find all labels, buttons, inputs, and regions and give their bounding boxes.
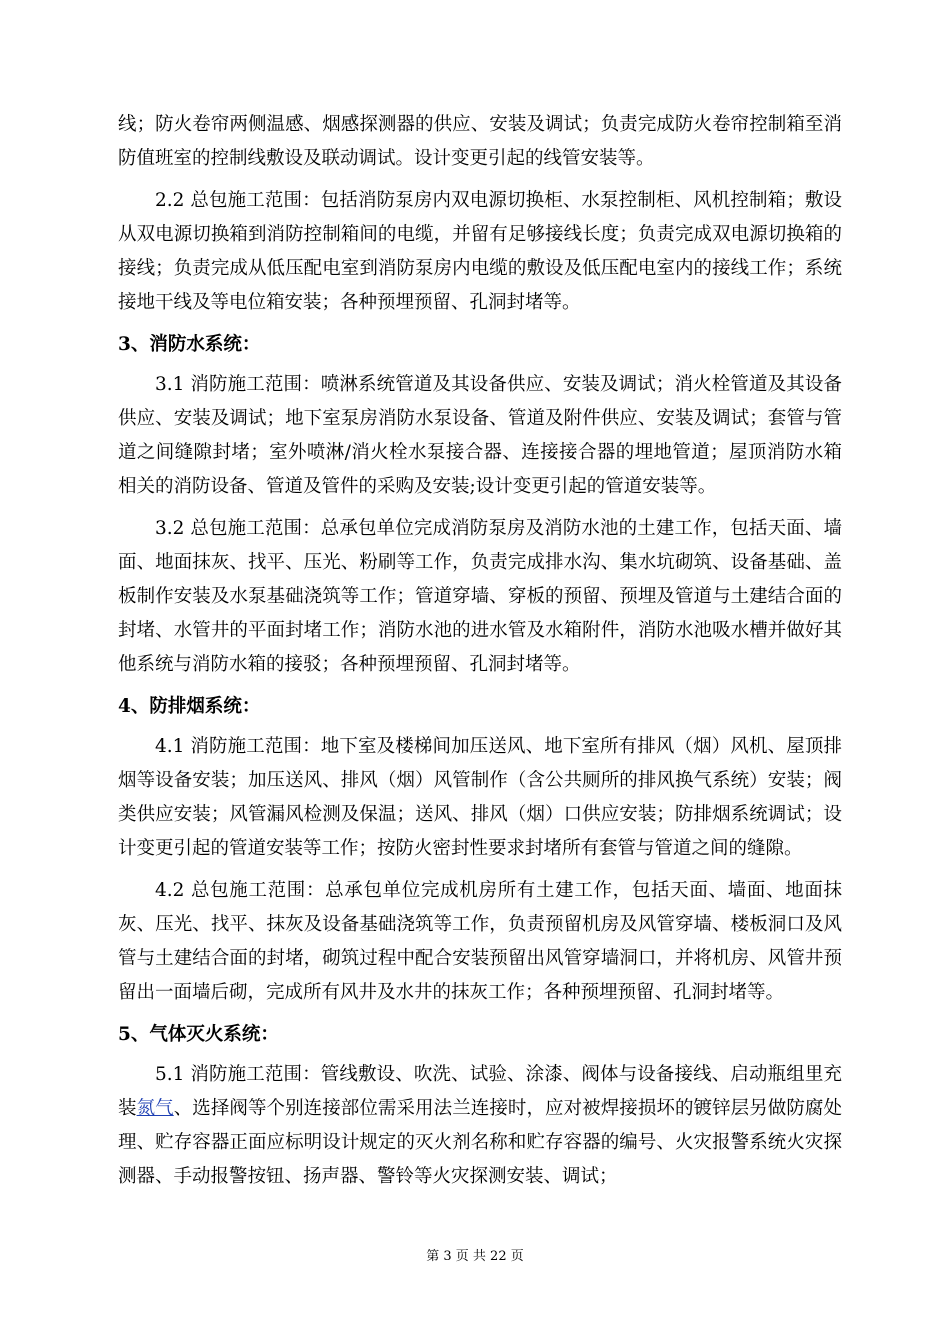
- heading-gas-extinguishing-system: 5、气体灭火系统：: [118, 1024, 279, 1045]
- paragraph-2-2: 2.2 总包施工范围：包括消防泵房内双电源切换柜、水泵控制柜、风机控制箱；敷设从双电源切换箱到消防控制箱间的电缆，并留有足够接线长度；负责完成双电源切换箱的接线；负责完成从低压配电室到消防泵房内电缆的敷设及低压配电室内的接线工作；系统接地干线及等电位箱安装；各种预埋预留、孔洞封堵等。: [118, 190, 842, 313]
- heading-smoke-control-system: 4、防排烟系统：: [118, 696, 261, 717]
- paragraph-5-1: [118, 1058, 842, 1194]
- paragraph-4-2: 4.2 总包施工范围：总承包单位完成机房所有土建工作，包括天面、墙面、地面抹灰、压光、找平、抹灰及设备基础浇筑等工作，负责预留机房及风管穿墙、楼板洞口及风管与土建结合面的封堵，砌筑过程中配合安装预留出风管穿墙洞口，并将机房、风管井预留出一面墙后砌，完成所有风井及水井的抹灰工作；各种预埋预留、孔洞封堵等。: [118, 880, 842, 1003]
- paragraph-4-1: 4.1 消防施工范围：地下室及楼梯间加压送风、地下室所有排风（烟）风机、屋顶排烟等设备安装；加压送风、排风（烟）风管制作（含公共厕所的排风换气系统）安装；阀类供应安装；风管漏风检测及保温；送风、排风（烟）口供应安装；防排烟系统调试；设计变更引起的管道安装等工作；按防火密封性要求封堵所有套管与管道之间的缝隙。: [118, 736, 842, 859]
- paragraph-3-1: 3.1 消防施工范围：喷淋系统管道及其设备供应、安装及调试；消火栓管道及其设备供应、安装及调试；地下室泵房消防水泵设备、管道及附件供应、安装及调试；套管与管道之间缝隙封堵；室外喷淋/消火栓水泵接合器、连接接合器的埋地管道；屋顶消防水箱相关的消防设备、管道及管件的采购及安装;设计变更引起的管道安装等。: [118, 374, 842, 497]
- nitrogen-link[interactable]: 氮气: [136, 1098, 174, 1119]
- paragraph-5-1-end: 、选择阀等个别连接部位需采用法兰连接时，应对被焊接损坏的镀锌层另做防腐处理、贮存容器正面应标明设计规定的灭火剂名称和贮存容器的编号、火灾报警系统火灾探测器、手动报警按钮、扬声器、警铃等火灾探测安装、调试；: [118, 1098, 842, 1187]
- heading-fire-water-system: 3、消防水系统：: [118, 334, 261, 355]
- paragraph-continued: 线；防火卷帘两侧温感、烟感探测器的供应、安装及调试；负责完成防火卷帘控制箱至消防值班室的控制线敷设及联动调试。设计变更引起的线管安装等。: [118, 114, 842, 169]
- document-body: [118, 108, 842, 1202]
- paragraph-5-1-start: 5.1 消防施工范围：管线敷设、吹洗、试验、涂漆、阀体与设备接线、启动瓶组里充装: [118, 1064, 842, 1119]
- page-number-footer: 第 3 页 共 22 页: [426, 1249, 524, 1264]
- paragraph-3-2: 3.2 总包施工范围：总承包单位完成消防泵房及消防水池的土建工作，包括天面、墙面、地面抹灰、找平、压光、粉刷等工作，负责完成排水沟、集水坑砌筑、设备基础、盖板制作安装及水泵基础浇筑等工作；管道穿墙、穿板的预留、预埋及管道与土建结合面的封堵、水管井的平面封堵工作；消防水池的进水管及水箱附件，消防水池吸水槽并做好其他系统与消防水箱的接驳；各种预埋预留、孔洞封堵等。: [118, 518, 842, 675]
